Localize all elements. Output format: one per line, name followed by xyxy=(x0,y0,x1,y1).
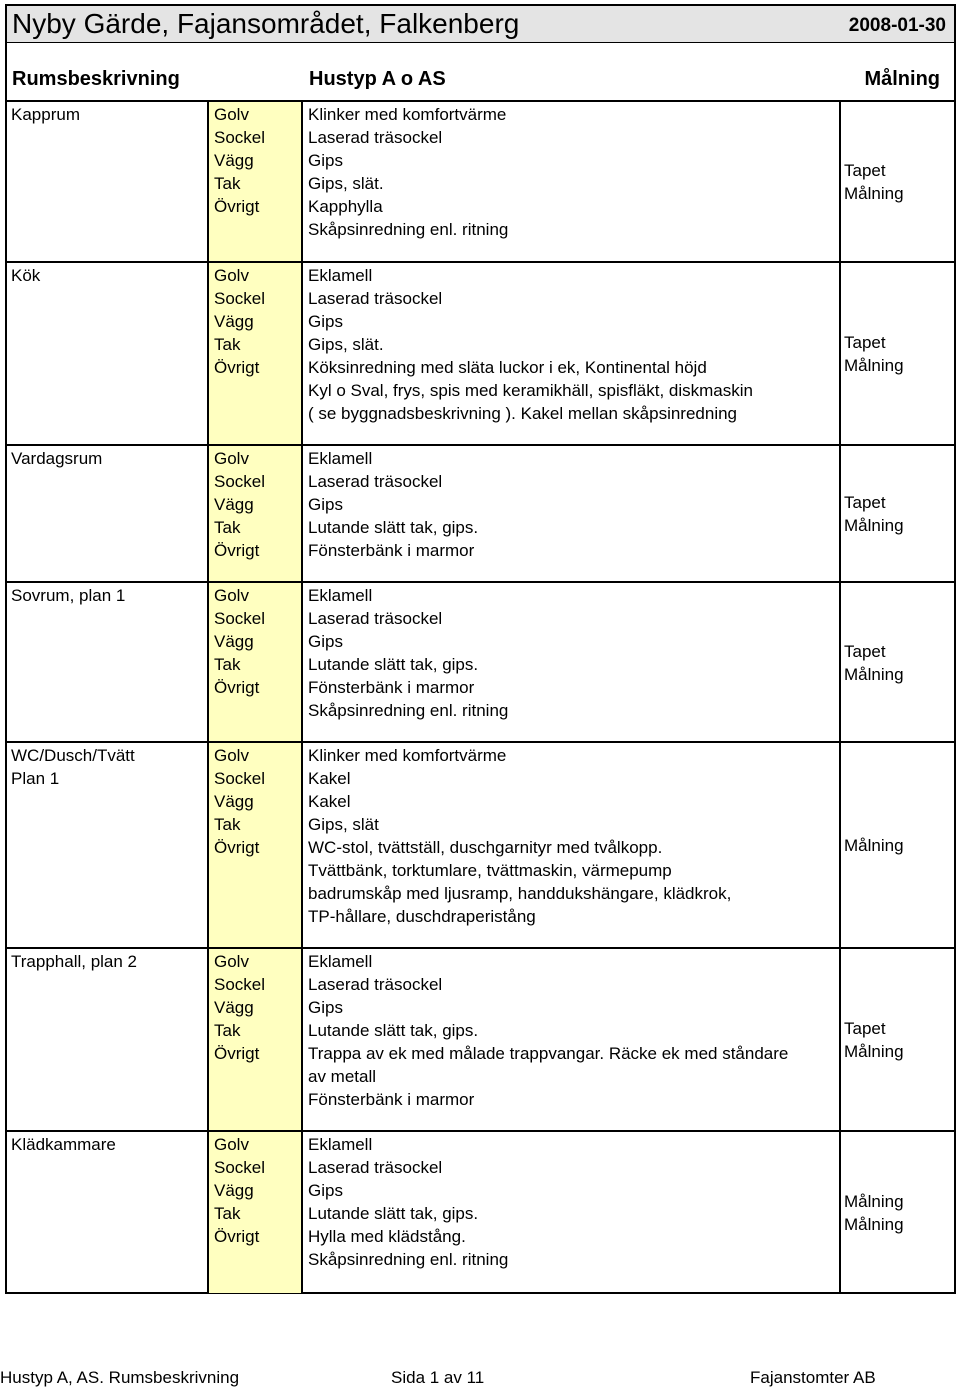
room-finish-cell xyxy=(841,583,954,741)
room-part-label: Golv xyxy=(214,586,249,605)
footer-page-number: Sida 1 av 11 xyxy=(391,1368,485,1387)
room-description-cell xyxy=(303,263,841,444)
room-description-line: Gips, slät. xyxy=(308,335,384,354)
room-description-line: Laserad träsockel xyxy=(308,609,443,628)
room-description-line: badrumskåp med ljusramp, handdukshängare, klädkrok, xyxy=(308,884,732,903)
room-description-line: Gips xyxy=(308,632,343,651)
room-part-label: Sockel xyxy=(214,472,266,491)
room-part-label: Tak xyxy=(214,174,241,193)
room-name-cell xyxy=(7,949,209,1130)
room-parts-cell xyxy=(209,263,303,444)
room-part-label: Vägg xyxy=(214,632,254,651)
room-description-line: Fönsterbänk i marmor xyxy=(308,1090,475,1109)
room-description-line: Gips xyxy=(308,1181,343,1200)
room-finish-line: Målning xyxy=(844,1042,904,1061)
room-part-label: Vägg xyxy=(214,792,254,811)
room-part-label: Övrigt xyxy=(214,541,260,560)
room-row xyxy=(7,263,954,446)
room-description-line: Kakel xyxy=(308,769,351,788)
room-part-label: Golv xyxy=(214,105,249,124)
room-part-label: Golv xyxy=(214,1135,249,1154)
room-name-line: Kapprum xyxy=(11,105,80,124)
room-parts-cell xyxy=(209,1132,303,1293)
room-parts-cell xyxy=(209,949,303,1130)
room-description-line: Skåpsinredning enl. ritning xyxy=(308,220,509,239)
footer-doc-name: Hustyp A, AS. Rumsbeskrivning xyxy=(0,1368,240,1387)
room-description-line: ( se byggnadsbeskrivning ). Kakel mellan skåpsinredning xyxy=(308,404,738,423)
room-finish-cell xyxy=(841,102,954,261)
room-name-cell xyxy=(7,1132,209,1293)
room-description-line: Skåpsinredning enl. ritning xyxy=(308,1250,509,1269)
room-description-line: Lutande slätt tak, gips. xyxy=(308,518,479,537)
room-part-label: Tak xyxy=(214,1021,241,1040)
room-description-line: Hylla med klädstång. xyxy=(308,1227,466,1246)
room-description-line: Klinker med komfortvärme xyxy=(308,105,507,124)
room-part-label: Tak xyxy=(214,815,241,834)
room-description-line: Eklamell xyxy=(308,449,373,468)
room-description-line: Lutande slätt tak, gips. xyxy=(308,655,479,674)
room-part-label: Tak xyxy=(214,1204,241,1223)
room-row xyxy=(7,1132,954,1293)
room-name-line: WC/Dusch/Tvätt xyxy=(11,746,135,765)
room-description-line: Laserad träsockel xyxy=(308,289,443,308)
room-name-cell xyxy=(7,743,209,947)
room-description-line: Tvättbänk, torktumlare, tvättmaskin, värmepump xyxy=(308,861,672,880)
room-description-line: Kyl o Sval, frys, spis med keramikhäll, spisfläkt, diskmaskin xyxy=(308,381,753,400)
room-part-label: Sockel xyxy=(214,975,266,994)
room-row xyxy=(7,102,954,263)
room-finish-line: Tapet xyxy=(844,333,886,352)
room-description-cell xyxy=(303,446,841,581)
room-finish-cell xyxy=(841,446,954,581)
room-description-line: Gips xyxy=(308,495,343,514)
room-part-label: Vägg xyxy=(214,495,254,514)
room-description-line: WC-stol, tvättställ, duschgarnityr med tvålkopp. xyxy=(308,838,663,857)
room-name-cell xyxy=(7,263,209,444)
document-sheet xyxy=(5,4,956,1294)
room-name-line: Klädkammare xyxy=(11,1135,116,1154)
room-description-line: Lutande slätt tak, gips. xyxy=(308,1204,479,1223)
room-finish-line: Tapet xyxy=(844,641,886,661)
room-finish-line: Tapet xyxy=(844,1019,886,1038)
room-part-label: Sockel xyxy=(214,128,266,147)
room-part-label: Tak xyxy=(214,518,241,537)
room-part-label: Tak xyxy=(214,335,241,354)
room-part-label: Sockel xyxy=(214,609,266,628)
room-description-cell xyxy=(303,743,841,947)
room-name-cell xyxy=(7,583,209,741)
header-finish: Målning xyxy=(864,68,940,90)
room-part-label: Vägg xyxy=(214,998,254,1017)
room-description-line: Gips, slät xyxy=(308,815,379,834)
room-part-label: Golv xyxy=(214,746,249,765)
document-title: Nyby Gärde, Fajansområdet, Falkenberg xyxy=(12,8,520,39)
room-finish-line: Målning xyxy=(844,184,904,203)
room-row xyxy=(7,583,954,743)
room-parts-cell xyxy=(209,583,303,741)
room-description-line: Fönsterbänk i marmor xyxy=(308,541,475,560)
room-name-line: Sovrum, plan 1 xyxy=(11,586,126,605)
room-part-label: Vägg xyxy=(214,151,254,170)
room-description-line: Eklamell xyxy=(308,586,373,605)
room-table xyxy=(7,102,954,1293)
page-footer xyxy=(0,1368,960,1390)
room-description-line: Eklamell xyxy=(308,1135,373,1154)
room-description-cell xyxy=(303,583,841,741)
room-name-line: Trapphall, plan 2 xyxy=(11,952,138,971)
room-finish-line: Målning xyxy=(844,1215,904,1234)
room-description-cell xyxy=(303,1132,841,1293)
room-finish-cell xyxy=(841,743,954,947)
header-house-type: Hustyp A o AS xyxy=(309,68,446,90)
room-part-label: Tak xyxy=(214,655,241,674)
room-name-line: Vardagsrum xyxy=(11,449,103,468)
room-finish-line: Målning xyxy=(844,664,904,684)
room-part-label: Övrigt xyxy=(214,358,260,377)
room-description-line: Gips xyxy=(308,998,343,1017)
footer-company: Fajanstomter AB xyxy=(750,1368,876,1387)
room-finish-line: Målning xyxy=(844,1192,904,1211)
room-description-line: Laserad träsockel xyxy=(308,1158,443,1177)
room-part-label: Vägg xyxy=(214,312,254,331)
room-name-line: Plan 1 xyxy=(11,769,60,788)
room-part-label: Sockel xyxy=(214,1158,266,1177)
room-finish-line: Tapet xyxy=(844,493,886,512)
room-part-label: Övrigt xyxy=(214,678,260,697)
room-part-label: Övrigt xyxy=(214,838,260,857)
room-row xyxy=(7,446,954,583)
room-description-line: TP-hållare, duschdraperistång xyxy=(308,907,536,926)
room-part-label: Golv xyxy=(214,266,249,285)
room-part-label: Golv xyxy=(214,449,249,468)
room-description-line: Kapphylla xyxy=(308,197,383,216)
room-description-line: Laserad träsockel xyxy=(308,128,443,147)
room-part-label: Sockel xyxy=(214,769,266,788)
room-part-label: Övrigt xyxy=(214,1044,260,1063)
room-row xyxy=(7,949,954,1132)
column-header-row xyxy=(7,43,954,102)
room-description-line: Fönsterbänk i marmor xyxy=(308,678,475,697)
title-bar xyxy=(7,6,954,43)
room-part-label: Övrigt xyxy=(214,197,260,216)
room-description-line: Skåpsinredning enl. ritning xyxy=(308,701,509,720)
room-description-line: av metall xyxy=(308,1067,377,1086)
room-finish-line: Målning xyxy=(844,356,904,375)
room-description-line: Klinker med komfortvärme xyxy=(308,746,507,765)
room-description-line: Lutande slätt tak, gips. xyxy=(308,1021,479,1040)
room-part-label: Sockel xyxy=(214,289,266,308)
room-part-label: Övrigt xyxy=(214,1227,260,1246)
room-finish-cell xyxy=(841,949,954,1130)
room-name-line: Kök xyxy=(11,266,41,285)
room-description-line: Laserad träsockel xyxy=(308,472,443,491)
room-finish-line: Målning xyxy=(844,516,904,535)
room-description-line: Kakel xyxy=(308,792,351,811)
document-date: 2008-01-30 xyxy=(848,15,946,36)
room-description-line: Gips xyxy=(308,312,343,331)
room-parts-cell xyxy=(209,743,303,947)
room-finish-line: Tapet xyxy=(844,161,886,180)
room-parts-cell xyxy=(209,102,303,261)
room-description-line: Gips xyxy=(308,151,343,170)
header-room-description: Rumsbeskrivning xyxy=(12,68,180,90)
room-row xyxy=(7,743,954,949)
room-name-cell xyxy=(7,102,209,261)
room-part-label: Golv xyxy=(214,952,249,971)
room-parts-cell xyxy=(209,446,303,581)
room-name-cell xyxy=(7,446,209,581)
room-description-line: Laserad träsockel xyxy=(308,975,443,994)
room-description-line: Gips, slät. xyxy=(308,174,384,193)
room-description-line: Trappa av ek med målade trappvangar. Räcke ek med ståndare xyxy=(308,1044,789,1063)
room-finish-line: Målning xyxy=(844,836,904,855)
room-description-cell xyxy=(303,102,841,261)
room-description-line: Eklamell xyxy=(308,952,373,971)
room-description-line: Köksinredning med släta luckor i ek, Kontinental höjd xyxy=(308,358,707,377)
room-finish-cell xyxy=(841,1132,954,1293)
room-part-label: Vägg xyxy=(214,1181,254,1200)
room-description-cell xyxy=(303,949,841,1130)
room-finish-cell xyxy=(841,263,954,444)
room-description-line: Eklamell xyxy=(308,266,373,285)
